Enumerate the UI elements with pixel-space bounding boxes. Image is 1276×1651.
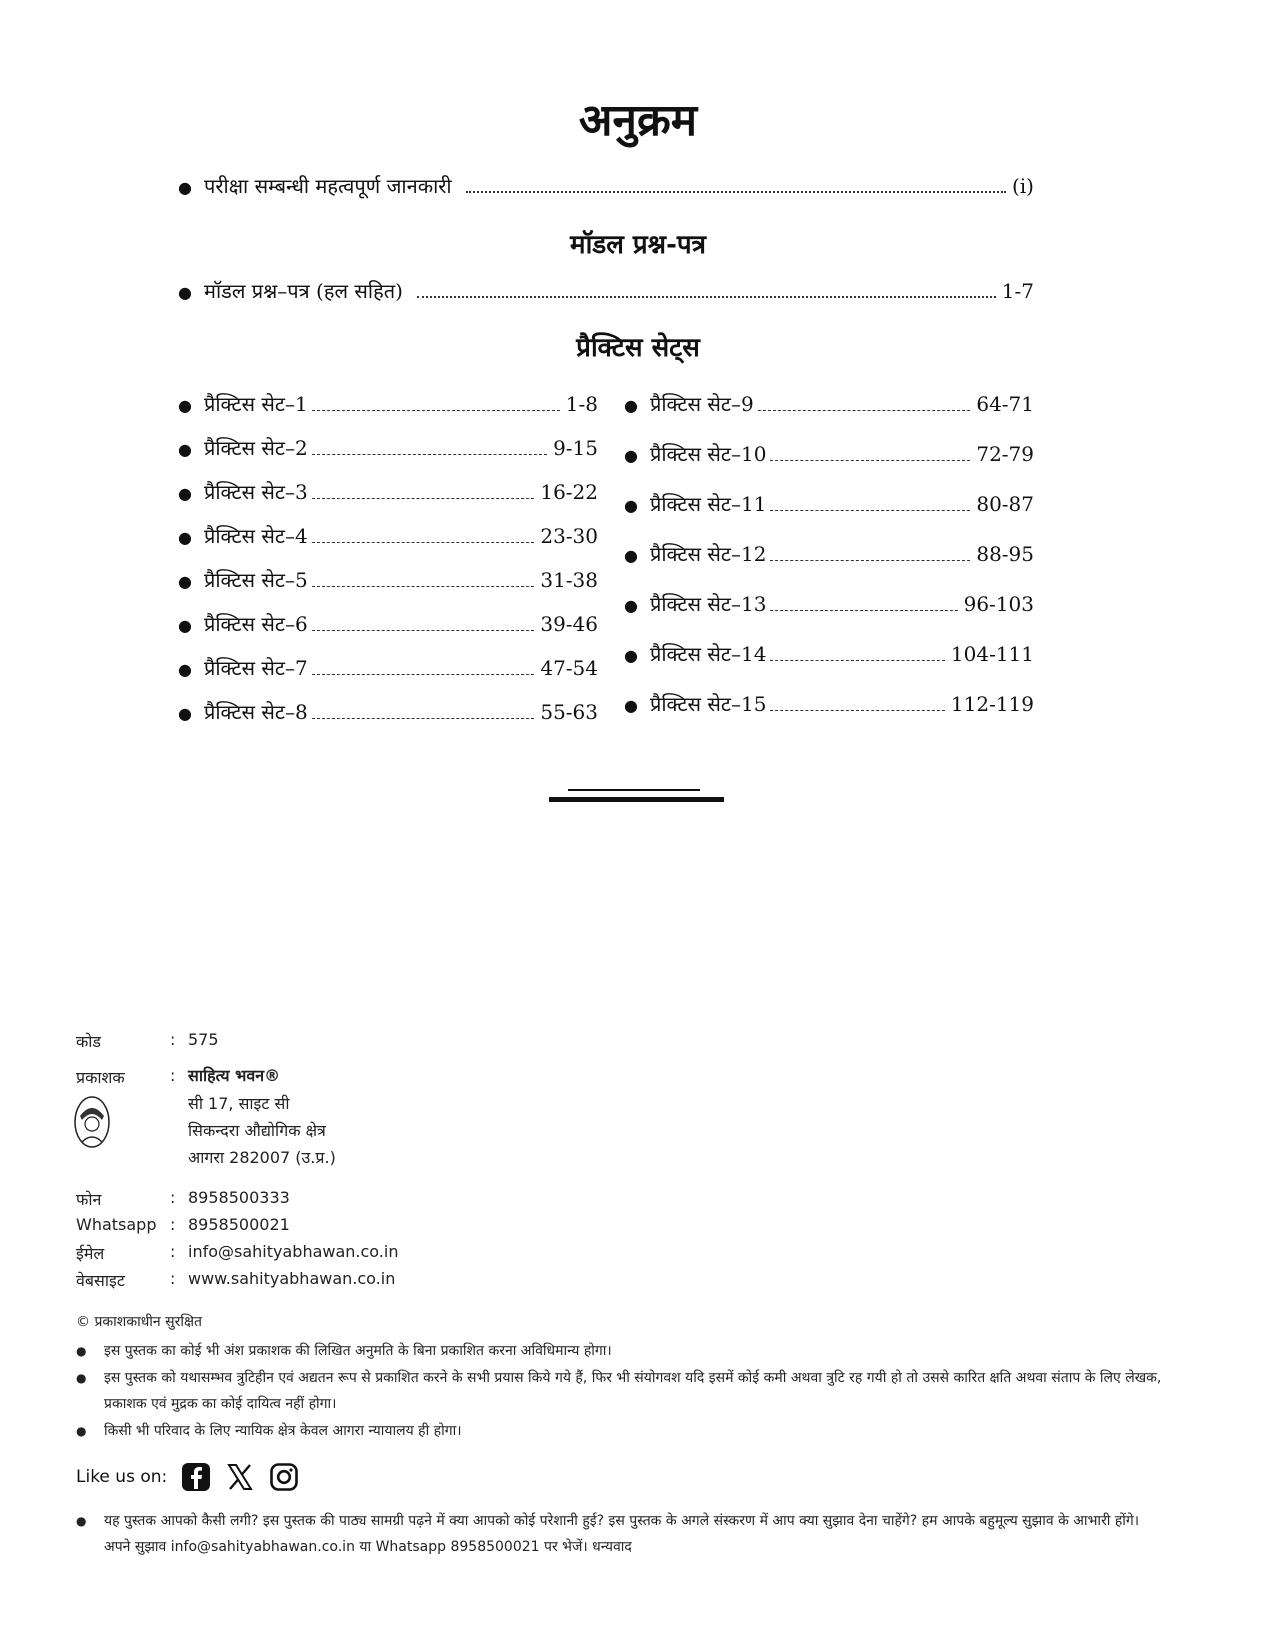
code-label: कोड — [76, 1032, 101, 1051]
bullet: ● — [178, 178, 192, 197]
toc-page: 80-87 — [976, 492, 1034, 516]
address-line: आगरा 282007 (उ.प्र.) — [188, 1148, 336, 1167]
bullet: ● — [178, 660, 192, 679]
x-icon[interactable] — [225, 1462, 255, 1492]
colon: : — [170, 1215, 176, 1234]
colon: : — [170, 1066, 176, 1085]
bullet: ● — [178, 528, 192, 547]
toc-page: 23-30 — [540, 524, 598, 548]
toc-entry-practice[interactable] — [624, 440, 1034, 467]
toc-page: 31-38 — [540, 568, 598, 592]
toc-page: 104-111 — [950, 642, 1034, 666]
practice-list-left — [178, 390, 598, 742]
bullet: ● — [624, 596, 638, 615]
dash-leader — [770, 610, 957, 611]
toc-entry-practice[interactable] — [178, 390, 598, 417]
toc-entry-practice[interactable] — [178, 610, 598, 637]
bullet: ● — [624, 396, 638, 415]
dash-leader — [312, 586, 535, 587]
bullet: ● — [76, 1344, 87, 1358]
practice-heading: प्रैक्टिस सेट्स — [576, 333, 700, 363]
toc-label: मॉडल प्रश्न–पत्र (हल सहित) — [204, 279, 403, 303]
whatsapp-value: 8958500021 — [188, 1215, 290, 1234]
bullet: ● — [178, 484, 192, 503]
divider-thick — [549, 797, 724, 802]
dash-leader — [312, 498, 535, 499]
dash-leader — [770, 460, 970, 461]
copyright-notice: © प्रकाशकाधीन सुरक्षित — [76, 1314, 202, 1330]
bullet: ● — [76, 1371, 87, 1385]
bullet: ● — [178, 616, 192, 635]
note-text: किसी भी परिवाद के लिए न्यायिक क्षेत्र केवल आगरा न्यायालय ही होगा। — [104, 1423, 462, 1439]
phone-label: फोन — [76, 1190, 102, 1209]
dash-leader — [312, 630, 535, 631]
practice-list-right — [624, 390, 1034, 740]
whatsapp-label: Whatsapp — [76, 1215, 157, 1234]
toc-label: परीक्षा सम्बन्धी महत्वपूर्ण जानकारी — [204, 174, 452, 198]
toc-entry-practice[interactable] — [624, 590, 1034, 617]
toc-page: 1-7 — [1001, 279, 1034, 303]
colon: : — [170, 1242, 176, 1261]
toc-page: 16-22 — [540, 480, 598, 504]
address-line: सी 17, साइट सी — [188, 1094, 290, 1113]
address-line: सिकन्दरा औद्योगिक क्षेत्र — [188, 1121, 326, 1140]
bullet: ● — [178, 440, 192, 459]
dash-leader — [312, 718, 535, 719]
toc-label: प्रैक्टिस सेट–13 — [650, 592, 767, 616]
facebook-icon[interactable] — [181, 1462, 211, 1492]
note-text: इस पुस्तक का कोई भी अंश प्रकाशक की लिखित अनुमति के बिना प्रकाशित करना अविधिमान्य होगा। — [104, 1343, 612, 1359]
toc-label: प्रैक्टिस सेट–9 — [650, 392, 754, 416]
toc-label: प्रैक्टिस सेट–14 — [650, 642, 767, 666]
dash-leader — [312, 674, 535, 675]
toc-label: प्रैक्टिस सेट–15 — [650, 692, 767, 716]
code-value: 575 — [188, 1030, 219, 1049]
toc-entry-practice[interactable] — [624, 640, 1034, 667]
note-text: इस पुस्तक को यथासम्भव त्रुटिहीन एवं अद्यतन रूप से प्रकाशित करने के सभी प्रयास किये गये हैं, फिर भी संयोगवश यदि इसमें कोई कमी अथवा त्रुटि रह गयी हो तो उससे कारित क्षति अथवा संताप के लिए लेखक, प्रकाशक एवं मुद्रक का कोई दायित्व नहीं होगा। — [104, 1370, 1162, 1412]
toc-entry-practice[interactable] — [624, 540, 1034, 567]
toc-entry-practice[interactable] — [178, 654, 598, 681]
bullet: ● — [624, 496, 638, 515]
email-label: ईमेल — [76, 1244, 105, 1263]
toc-page: 9-15 — [553, 436, 598, 460]
dash-leader — [312, 542, 535, 543]
toc-entry-model[interactable] — [178, 277, 1034, 304]
publisher-label: प्रकाशक — [76, 1068, 125, 1087]
toc-label: प्रैक्टिस सेट–10 — [650, 442, 767, 466]
toc-label: प्रैक्टिस सेट–3 — [204, 480, 308, 504]
toc-entry-practice[interactable] — [624, 390, 1034, 417]
dash-leader — [770, 560, 970, 561]
dot-leader — [417, 296, 996, 298]
toc-label: प्रैक्टिस सेट–11 — [650, 492, 767, 516]
bullet: ● — [178, 704, 192, 723]
bullet: ● — [178, 396, 192, 415]
social-links — [76, 1462, 299, 1492]
social-label: Like us on: — [76, 1467, 168, 1487]
toc-entry-practice[interactable] — [178, 566, 598, 593]
bullet: ● — [624, 646, 638, 665]
bullet: ● — [624, 446, 638, 465]
toc-page: 47-54 — [540, 656, 598, 680]
toc-page: (i) — [1011, 174, 1034, 198]
website-label: वेबसाइट — [76, 1271, 125, 1290]
instagram-icon[interactable] — [269, 1462, 299, 1492]
toc-label: प्रैक्टिस सेट–7 — [204, 656, 308, 680]
toc-page: 96-103 — [963, 592, 1034, 616]
toc-page: 88-95 — [976, 542, 1034, 566]
divider-thin — [568, 789, 700, 791]
toc-entry-practice[interactable] — [178, 522, 598, 549]
publisher-name: साहित्य भवन® — [188, 1066, 281, 1085]
toc-label: प्रैक्टिस सेट–12 — [650, 542, 767, 566]
colon: : — [170, 1188, 176, 1207]
toc-page: 72-79 — [976, 442, 1034, 466]
toc-entry-practice[interactable] — [178, 478, 598, 505]
toc-entry-practice[interactable] — [178, 434, 598, 461]
website-link[interactable]: www.sahityabhawan.co.in — [188, 1269, 396, 1288]
colon: : — [170, 1269, 176, 1288]
toc-page: 64-71 — [976, 392, 1034, 416]
bullet: ● — [76, 1424, 87, 1438]
toc-page: 112-119 — [950, 692, 1034, 716]
dash-leader — [770, 660, 944, 661]
email-link[interactable]: info@sahityabhawan.co.in — [188, 1242, 399, 1261]
toc-entry-practice[interactable] — [624, 690, 1034, 717]
toc-page: 1-8 — [565, 392, 598, 416]
toc-page: 55-63 — [540, 700, 598, 724]
toc-label: प्रैक्टिस सेट–2 — [204, 436, 308, 460]
toc-label: प्रैक्टिस सेट–1 — [204, 392, 308, 416]
toc-label: प्रैक्टिस सेट–6 — [204, 612, 308, 636]
bullet: ● — [178, 283, 192, 302]
bullet: ● — [624, 546, 638, 565]
page-title: अनुक्रम — [578, 95, 698, 146]
dot-leader — [466, 191, 1006, 193]
bullet: ● — [624, 696, 638, 715]
dash-leader — [312, 454, 547, 455]
toc-label: प्रैक्टिस सेट–4 — [204, 524, 308, 548]
bullet: ● — [178, 572, 192, 591]
feedback-text: यह पुस्तक आपको कैसी लगी? इस पुस्तक की पाठ्य सामग्री पढ़ने में क्या आपको कोई परेशानी हुई? इस पुस्तक के अगले संस्करण में आप क्या सुझाव देना चाहेंगे? हम आपके बहुमूल्य सुझाव के आभारी होंगे। अपने सुझाव info@sahityabhawan.co.in या Whatsapp 8958500021 पर भेजें। धन्यवाद — [104, 1513, 1140, 1555]
phone-value: 8958500333 — [188, 1188, 290, 1207]
toc-entry-intro[interactable] — [178, 172, 1034, 199]
dash-leader — [312, 410, 560, 411]
colon: : — [170, 1030, 176, 1049]
toc-page: 39-46 — [540, 612, 598, 636]
bullet: ● — [76, 1514, 87, 1528]
toc-label: प्रैक्टिस सेट–5 — [204, 568, 308, 592]
model-heading: मॉडल प्रश्न-पत्र — [570, 230, 706, 260]
publisher-logo-icon — [72, 1094, 112, 1150]
toc-entry-practice[interactable] — [624, 490, 1034, 517]
dash-leader — [770, 710, 944, 711]
toc-label: प्रैक्टिस सेट–8 — [204, 700, 308, 724]
toc-entry-practice[interactable] — [178, 698, 598, 725]
dash-leader — [770, 510, 970, 511]
dash-leader — [758, 410, 971, 411]
